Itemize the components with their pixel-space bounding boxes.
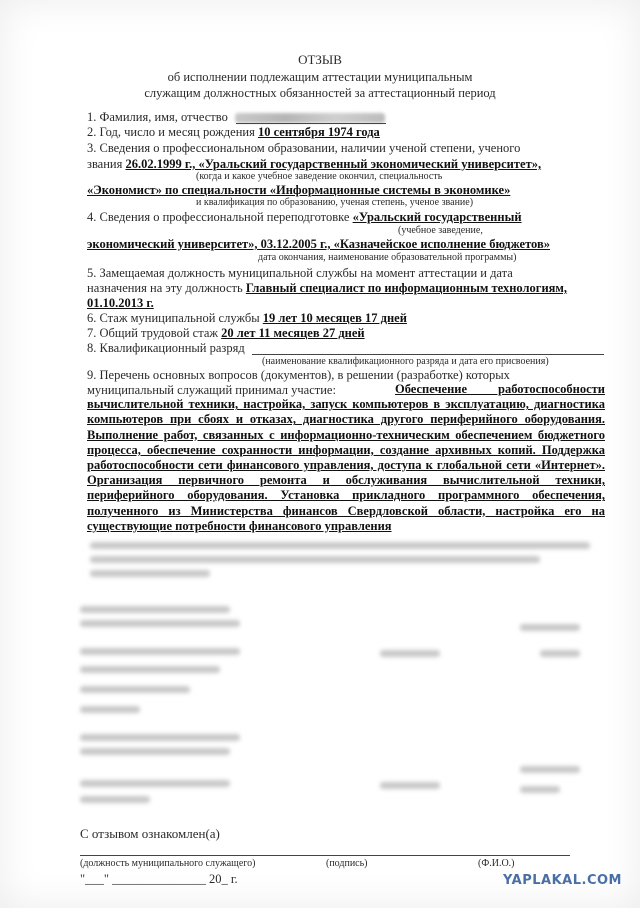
item-8-label: 8. Квалификационный разряд: [87, 341, 245, 355]
item-3-hint-2: и квалификация по образованию, ученая степень, ученое звание): [196, 197, 474, 208]
hint-name: (Ф.И.О.): [478, 858, 515, 869]
redacted-section: [80, 540, 605, 820]
education-value-2: «Экономист» по специальности «Информационные системы в экономике»: [87, 183, 511, 197]
item-3-line-3: [87, 183, 510, 198]
item-9-duties: [87, 382, 605, 534]
item-5-line-1: 5. Замещаемая должность муниципальной службы на момент аттестации и дата: [87, 266, 513, 280]
qualification-rule: [252, 354, 604, 355]
item-2-label: 2. Год, число и месяц рождения: [87, 125, 255, 139]
item-3-label: 3. Сведения о профессиональном образовании, наличии ученой степени, ученого: [87, 141, 521, 155]
item-4: [87, 210, 522, 225]
item-4-hint-1: (учебное заведение,: [398, 225, 483, 236]
signature-rule: [80, 855, 570, 856]
item-5-prefix: назначения на эту должность: [87, 281, 243, 295]
item-7-label: 7. Общий трудовой стаж: [87, 326, 219, 340]
item-3-hint-1: (когда и какое учебное заведение окончил, специальность: [196, 171, 443, 182]
birth-date: 10 сентября 1974 года: [257, 125, 380, 139]
redacted-name: [235, 113, 385, 123]
education-value-1: 26.02.1999 г., «Уральский государственный экономический университет»,: [125, 157, 542, 171]
date-line: "___" _______________ 20_ г.: [80, 872, 238, 886]
item-6-label: 6. Стаж муниципальной службы: [87, 311, 260, 325]
item-9-line-2-prefix: муниципальный служащий принимал участие:: [87, 383, 336, 397]
retraining-value-1: «Уральский государственный: [352, 210, 522, 224]
item-2: [87, 125, 380, 140]
item-8-hint: (наименование квалификационного разряда и дата его присвоения): [262, 356, 549, 367]
total-work-length: 20 лет 11 месяцев 27 дней: [221, 326, 365, 340]
duties-text: Обеспечение работоспособности вычислительной техники, настройка, запуск компьютеров в эксплуатацию, диагностика компьютеров при сбоях и отказах, диагностика другого периферийного оборудования. Выполнение работ, связанных с информационно-техническим обеспечением бюджетного процесса, обеспечение сохранности информации, создание архивных копий. Поддержка работоспособности сети финансового управления, доступа к глобальной сети «Интернет». Организация первичного ремонта и обслуживания вычислительной техники, периферийного оборудования. Установка прикладного программного обеспечения, полученного из Министерства финансов Свердловской области, настройка его на существующие потребности финансового управления: [87, 382, 605, 533]
item-6: [87, 311, 407, 326]
doc-title: ОТЗЫВ: [298, 52, 342, 67]
item-1-label: 1. Фамилия, имя, отчество: [87, 110, 228, 124]
doc-subtitle-2: служащим должностных обязанностей за аттестационный период: [144, 86, 496, 100]
item-5-line-2: [87, 281, 567, 296]
item-7: [87, 326, 365, 341]
item-4-hint-2: дата окончания, наименование образовательной программы): [258, 252, 517, 263]
position-value: Главный специалист по информационным технологиям,: [245, 281, 568, 295]
item-4-label: 4. Сведения о профессиональной переподготовке: [87, 210, 350, 224]
hint-position: (должность муниципального служащего): [80, 858, 256, 869]
acquainted-label: С отзывом ознакомлен(а): [80, 826, 220, 841]
item-4-line-2: [87, 237, 550, 252]
watermark: YAPLAKAL.COM: [503, 873, 622, 888]
hint-signature: (подпись): [326, 858, 368, 869]
name-underline: [236, 123, 386, 124]
doc-subtitle-1: об исполнении подлежащим аттестации муниципальным: [167, 70, 473, 84]
item-9-line-1: 9. Перечень основных вопросов (документов), в решении (разработке) которых: [87, 368, 510, 382]
item-3-line-2: [87, 157, 541, 172]
appointment-date: 01.10.2013 г.: [87, 296, 154, 310]
municipal-service-length: 19 лет 10 месяцев 17 дней: [262, 311, 407, 325]
item-3-prefix: звания: [87, 157, 123, 171]
retraining-value-2: экономический университет», 03.12.2005 г., «Казначейское исполнение бюджетов»: [87, 237, 550, 251]
item-5-line-3: [87, 296, 154, 311]
